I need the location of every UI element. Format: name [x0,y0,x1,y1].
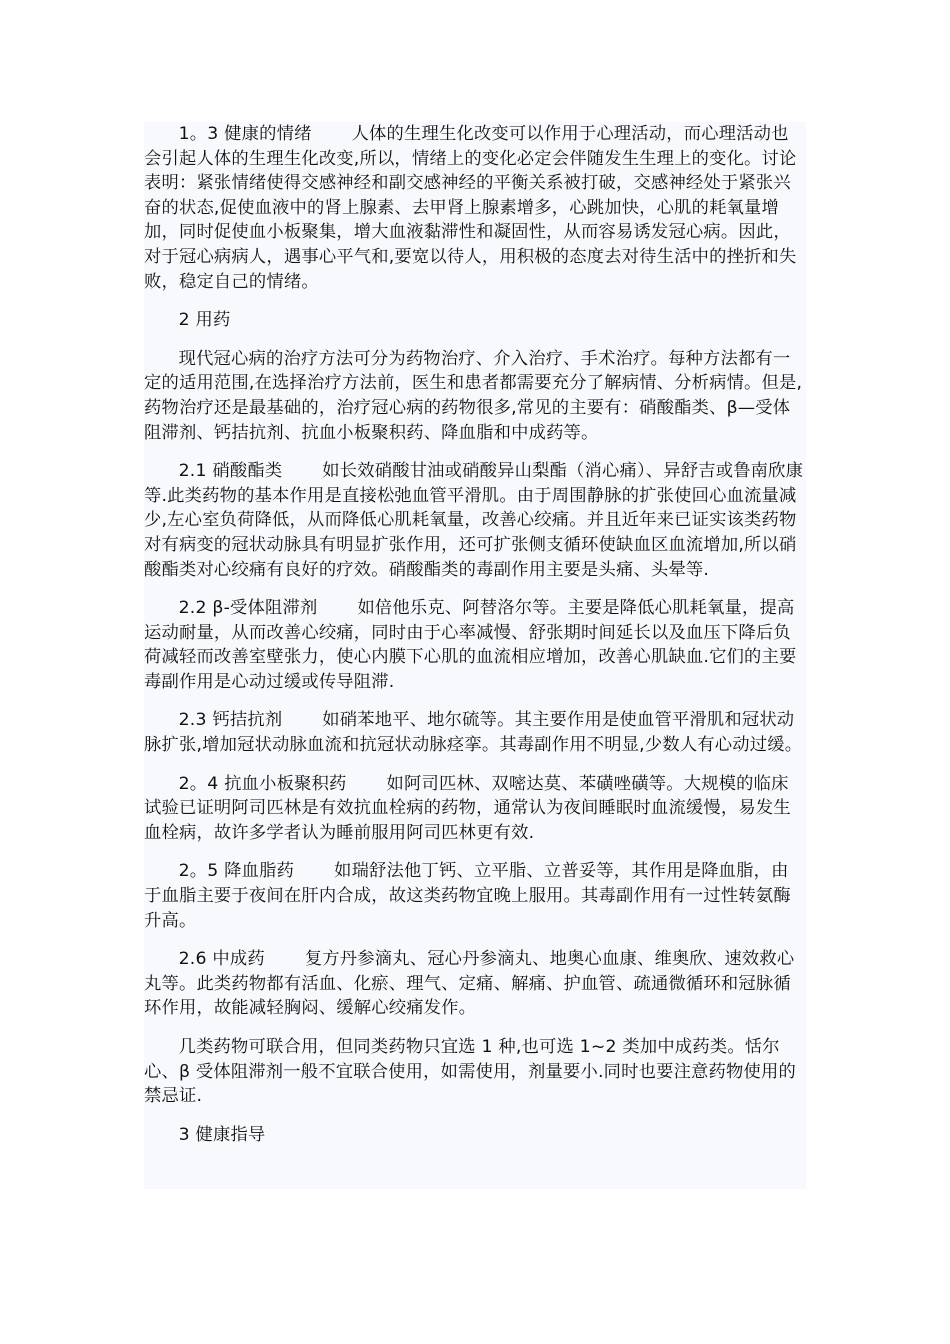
paragraph-text: 如瑞舒法他丁钙、立平脂、立普妥等，其作用是降血脂，由于血脂主要于夜间在肝内合成，故这类药物宜晚上服用。其毒副作用有一过性转氨酶升高。 [144,861,791,931]
paragraph-text: 如倍他乐克、阿替洛尔等。主要是降低心肌耗氧量，提高运动耐量，从而改善心绞痛，同时由于心率减慢、舒张期时间延长以及血压下降后负荷减轻而改善室壁张力，使心内膜下心肌的血流相应增加，改善心肌缺血.它们的主要毒副作用是心动过缓或传导阻滞. [144,598,797,692]
paragraph-antiplatelet [144,772,806,846]
paragraph-text: 人体的生理生化改变可以作用于心理活动，而心理活动也会引起人体的生理生化改变,所以，情绪上的变化必定会伴随发生生理上的变化。讨论表明：紧张情绪使得交感神经和副交感神经的平衡关系被打破，交感神经处于紧张兴奋的状态,促使血液中的肾上腺素、去甲肾上腺素增多，心跳加快，心肌的耗氧量增加，同时促使血小板聚集，增大血液黏滞性和凝固性，从而容易诱发冠心病。因此，对于冠心病病人，遇事心平气和,要宽以待人，用积极的态度去对待生活中的挫折和失败，稳定自己的情绪。 [144,124,797,292]
section-heading: 2.3 钙拮抗剂 [178,710,283,731]
paragraph-health-guidance-title [144,1123,806,1148]
paragraph-text: 复方丹参滴丸、冠心丹参滴丸、地奥心血康、维奥欣、速效救心丸等。此类药物都有活血、化瘀、理气、定痛、解痛、护血管、疏通微循环和冠脉循环作用，故能减轻胸闷、缓解心绞痛发作。 [144,949,795,1019]
paragraph-calcium-antagonists [144,708,806,757]
paragraph-lipid-lowering [144,859,806,933]
section-heading: 3 健康指导 [178,1124,266,1145]
paragraph-text: 如硝苯地平、地尔硫等。其主要作用是使血管平滑肌和冠状动脉扩张,增加冠状动脉血流和抗冠状动脉痉挛。其毒副作用不明显,少数人有心动过缓。 [144,710,803,756]
paragraph-medication-intro [144,347,806,445]
section-heading: 2.6 中成药 [178,949,265,970]
paragraph-text: 现代冠心病的治疗方法可分为药物治疗、介入治疗、手术治疗。每种方法都有一定的适用范围,在选择治疗方法前，医生和患者都需要充分了解病情、分析病情。但是,药物治疗还是最基础的，治疗冠心病的药物很多,常见的主要有：硝酸酯类、β—受体阻滞剂、钙拮抗剂、抗血小板聚积药、降血脂和中成药等。 [144,348,803,443]
paragraph-text: 如阿司匹林、双嘧达莫、苯磺唑磺等。大规模的临床试验已证明阿司匹林是有效抗血栓病的药物，通常认为夜间睡眠时血流缓慢，易发生血栓病，故许多学者认为睡前服用阿司匹林更有效. [144,773,791,843]
section-heading: 2.1 硝酸酯类 [178,461,283,482]
paragraph-combination [144,1035,806,1109]
document-body [144,122,806,1189]
paragraph-chinese-medicine [144,947,806,1021]
section-heading: 1。3 健康的情绪 [178,124,312,144]
paragraph-text: 几类药物可联合用，但同类药物只宜选 1 种,也可选 1~2 类加中成药类。恬尔心、β 受体阻滞剂一般不宜联合使用，如需使用，剂量要小.同时也要注意药物使用的禁忌证. [144,1037,796,1107]
section-heading: 2。4 抗血小板聚积药 [178,773,347,794]
paragraph-medication-title [144,308,806,333]
section-heading: 2。5 降血脂药 [178,861,295,882]
paragraph-emotion [144,122,806,294]
section-heading: 2 用药 [178,310,231,331]
section-heading: 2.2 β-受体阻滞剂 [178,598,318,619]
paragraph-text: 如长效硝酸甘油或硝酸异山梨酯（消心痛）、异舒吉或鲁南欣康等.此类药物的基本作用是直接松弛血管平滑肌。由于周围静脉的扩张使回心血流量减少,左心室负荷降低，从而降低心肌耗氧量，改善心绞痛。并且近年来已证实该类药物对有病变的冠状动脉具有明显扩张作用，还可扩张侧支循环使缺血区血流增加,所以硝酸酯类对心绞痛有良好的疗效。硝酸酯类的毒副作用主要是头痛、头晕等. [144,461,804,580]
paragraph-beta-blockers [144,596,806,694]
paragraph-nitrates [144,459,806,582]
